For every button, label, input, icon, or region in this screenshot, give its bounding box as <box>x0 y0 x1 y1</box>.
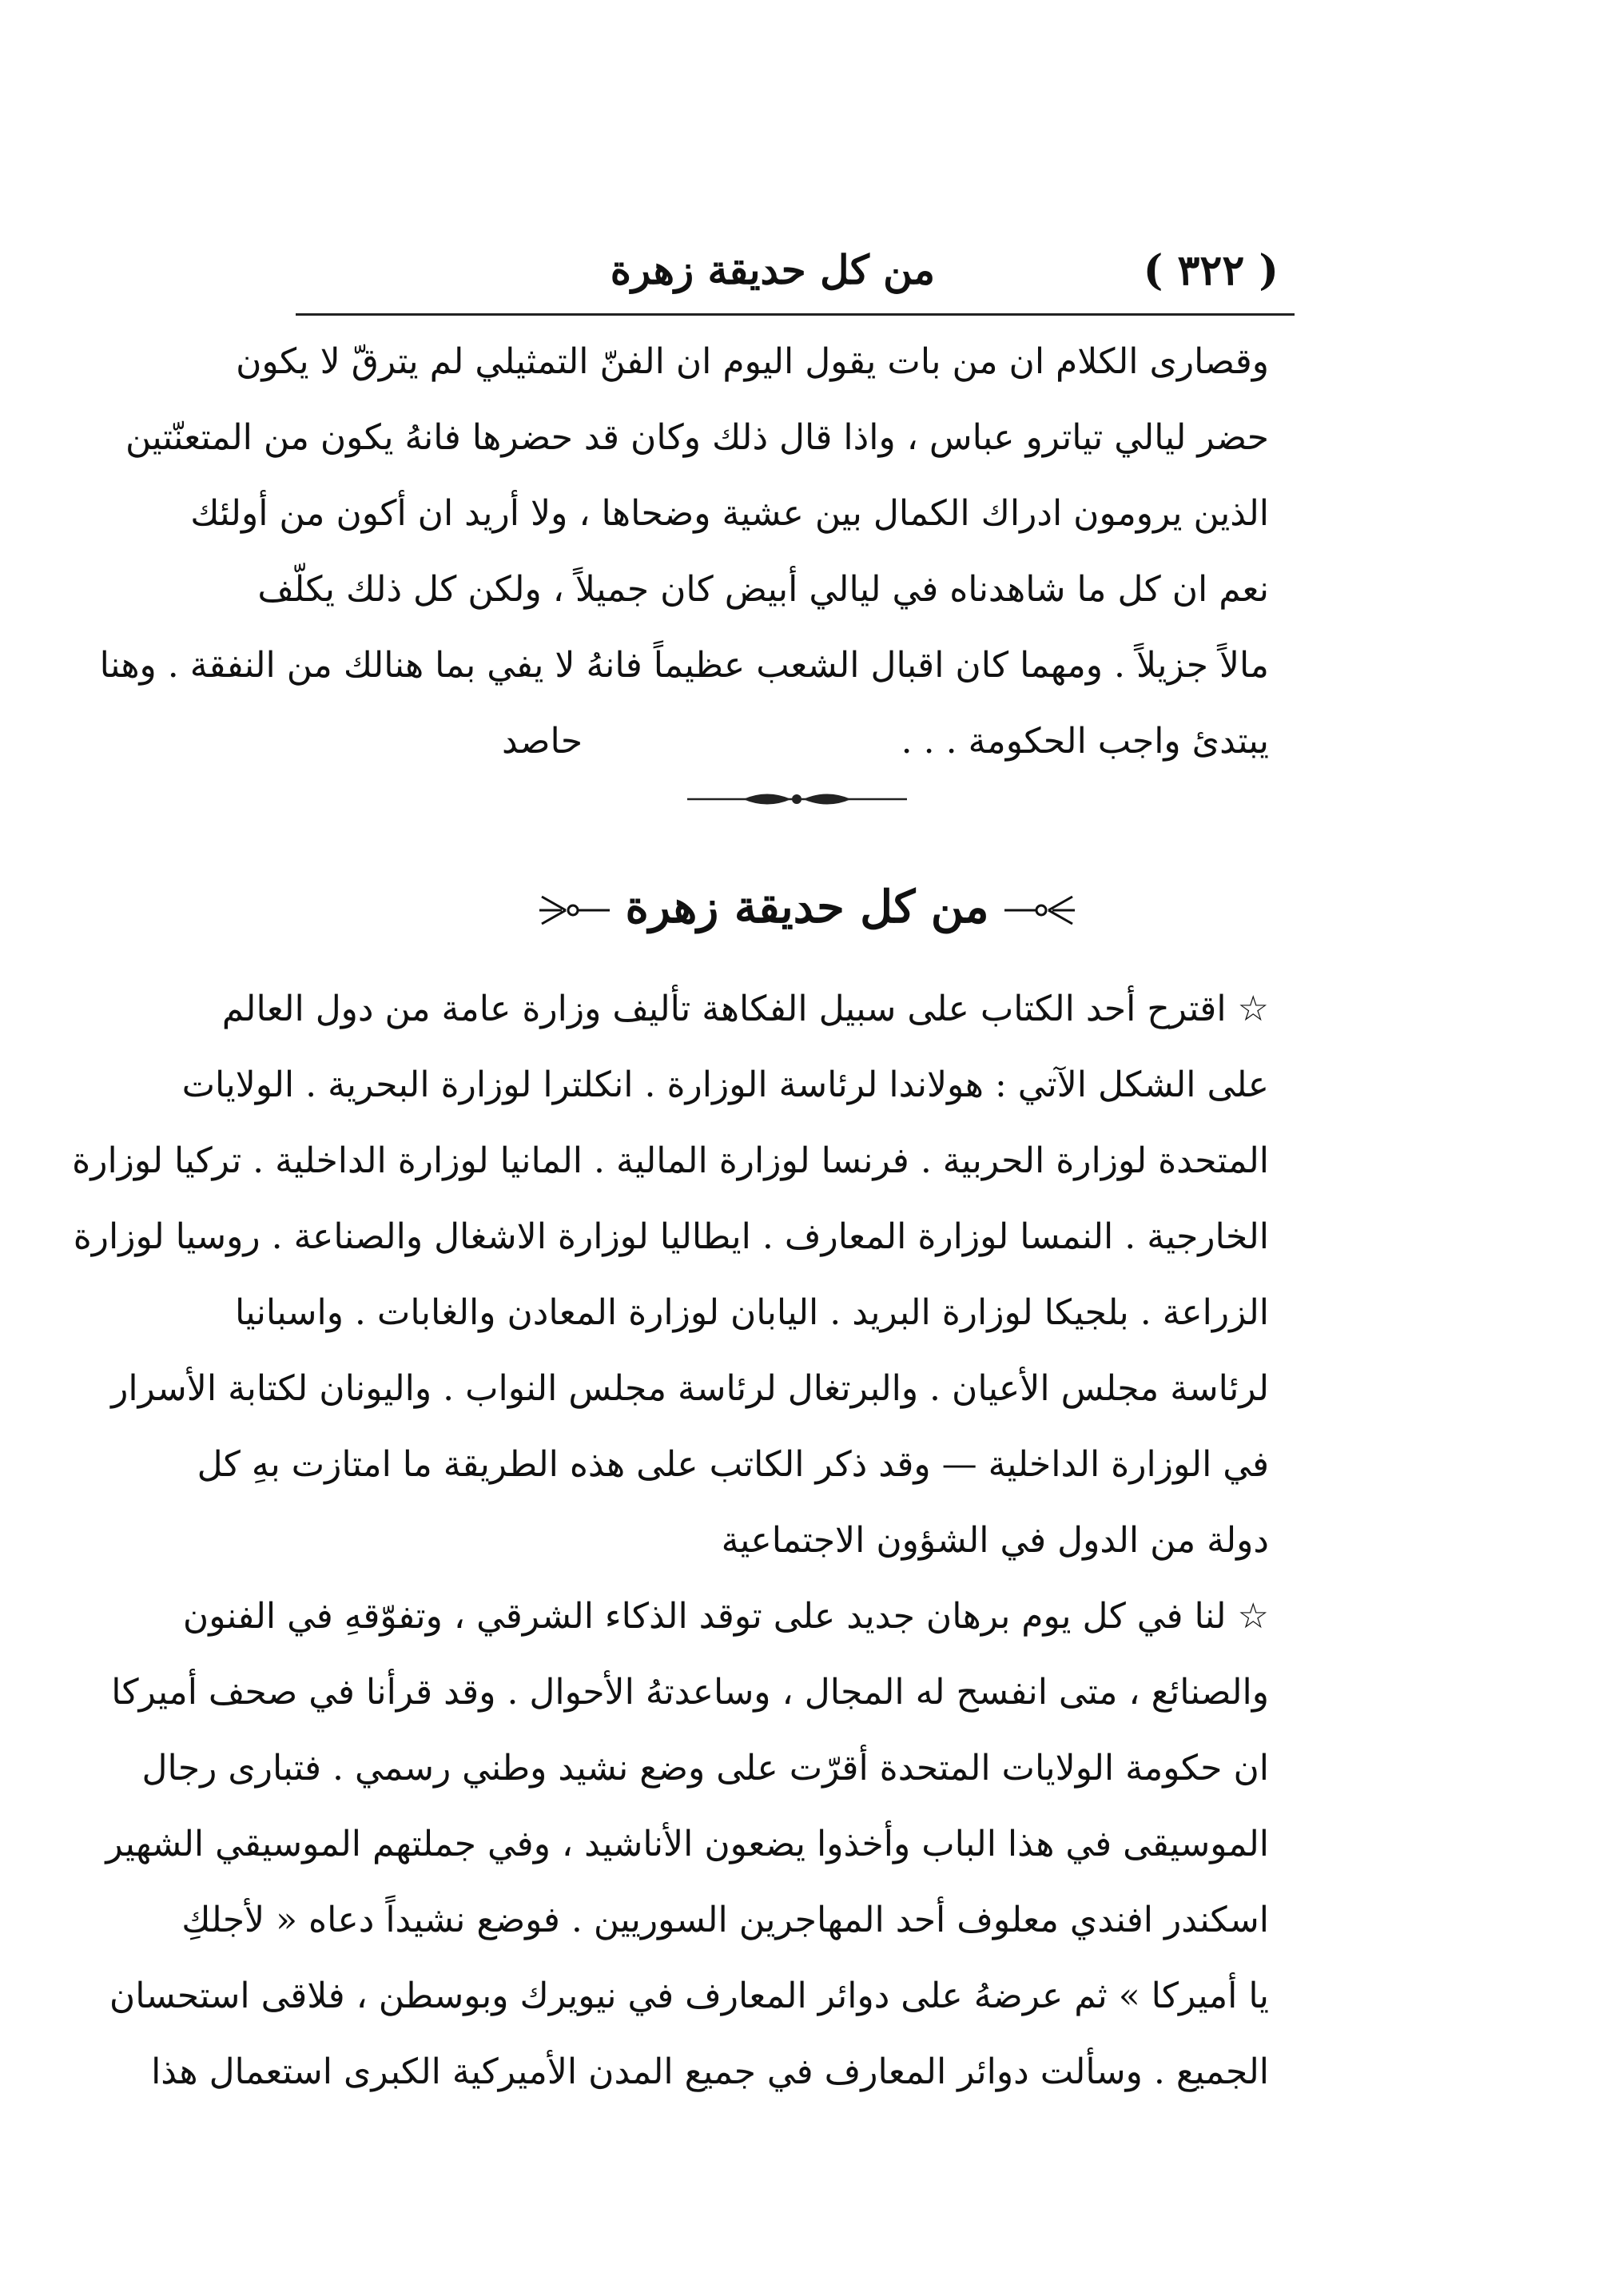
section-title-text: من كل حديقة زهرة <box>625 881 989 933</box>
page-number: ( ٣٢٢ ) <box>1143 246 1279 295</box>
text-line: الموسيقى في هذا الباب وأخذوا يضعون الأناشيد ، وفي جملتهم الموسيقي الشهير <box>105 1824 1269 1864</box>
text-line: دولة من الدول في الشؤون الاجتماعية <box>721 1520 1269 1561</box>
text-line: نعم ان كل ما شاهدناه في ليالي أبيض كان جميلاً ، ولكن كل ذلك يكلّف <box>257 569 1269 610</box>
text-line: على الشكل الآتي : هولاندا لرئاسة الوزارة . انكلترا لوزارة البحرية . الولايات <box>181 1064 1269 1105</box>
right-flourish-icon <box>538 890 610 930</box>
previous-article-text <box>99 324 1309 779</box>
text-line: ☆ اقترح أحد الكتاب على سبيل الفكاهة تأليف وزارة عامة من دول العالم <box>221 989 1269 1029</box>
text-line: ان حكومة الولايات المتحدة أقرّت على وضع نشيد وطني رسمي . فتبارى رجال <box>141 1748 1269 1789</box>
text-line: في الوزارة الداخلية — وقد ذكر الكاتب على هذه الطريقة ما امتازت بهِ كل <box>197 1444 1269 1485</box>
closing-line <box>294 703 1309 779</box>
paragraph-ministry-proposal <box>72 971 1309 1578</box>
text-line: يا أميركا » ثم عرضهُ على دوائر المعارف في نيويرك وبوسطن ، فلاقى استحسان <box>109 1976 1269 2016</box>
text-line: لرئاسة مجلس الأعيان . والبرتغال لرئاسة مجلس النواب . واليونان لكتابة الأسرار <box>111 1368 1269 1409</box>
running-title: من كل حديقة زهرة <box>610 246 935 293</box>
previous-article-paragraph <box>99 324 1309 779</box>
left-flourish-icon <box>1004 890 1076 930</box>
text-line: الزراعة . بلجيكا لوزارة البريد . اليابان لوزارة المعادن والغابات . واسبانيا <box>234 1292 1269 1333</box>
header-rule <box>296 313 1295 316</box>
paragraph-national-anthem <box>105 1578 1309 2110</box>
running-head <box>296 232 1279 304</box>
section-body <box>72 971 1309 2110</box>
text-line: ☆ لنا في كل يوم برهان جديد على توقد الذكاء الشرقي ، وتفوّقهِ في الفنون <box>182 1596 1269 1637</box>
text-line: الخارجية . النمسا لوزارة المعارف . ايطاليا لوزارة الاشغال والصناعة . روسيا لوزارة <box>73 1216 1269 1257</box>
section-heading <box>495 863 1119 951</box>
author-signature: حاصد <box>502 721 583 762</box>
text-line: المتحدة لوزارة الحربية . فرنسا لوزارة المالية . المانيا لوزارة الداخلية . تركيا لوزارة <box>72 1140 1269 1181</box>
text-line: الذين يرومون ادراك الكمال بين عشية وضحاها ، ولا أريد ان أكون من أولئك <box>190 493 1269 534</box>
text-line: مالاً جزيلاً . ومهما كان اقبال الشعب عظيماً فانهُ لا يفي بما هنالك من النفقة . وهنا <box>99 645 1269 686</box>
text-line: اسكندر افندي معلوف أحد المهاجرين السوريين . فوضع نشيداً دعاه « لأجلكِ <box>181 1900 1269 1940</box>
text-line: والصنائع ، متى انفسح له المجال ، وساعدتهُ الأحوال . وقد قرأنا في صحف أميركا <box>111 1672 1269 1713</box>
text-line: وقصارى الكلام ان من بات يقول اليوم ان الفنّ التمثيلي لم يترقّ لا يكون <box>236 341 1269 382</box>
section-divider-ornament <box>687 787 907 811</box>
text-line: حضر ليالي تياترو عباس ، واذا قال ذلك وكان قد حضرها فانهُ يكون من المتعنّتين <box>125 417 1269 458</box>
text-line: يبتدئ واجب الحكومة . . . <box>901 721 1269 762</box>
text-line: الجميع . وسألت دوائر المعارف في جميع المدن الأميركية الكبرى استعمال هذا <box>151 2051 1269 2092</box>
